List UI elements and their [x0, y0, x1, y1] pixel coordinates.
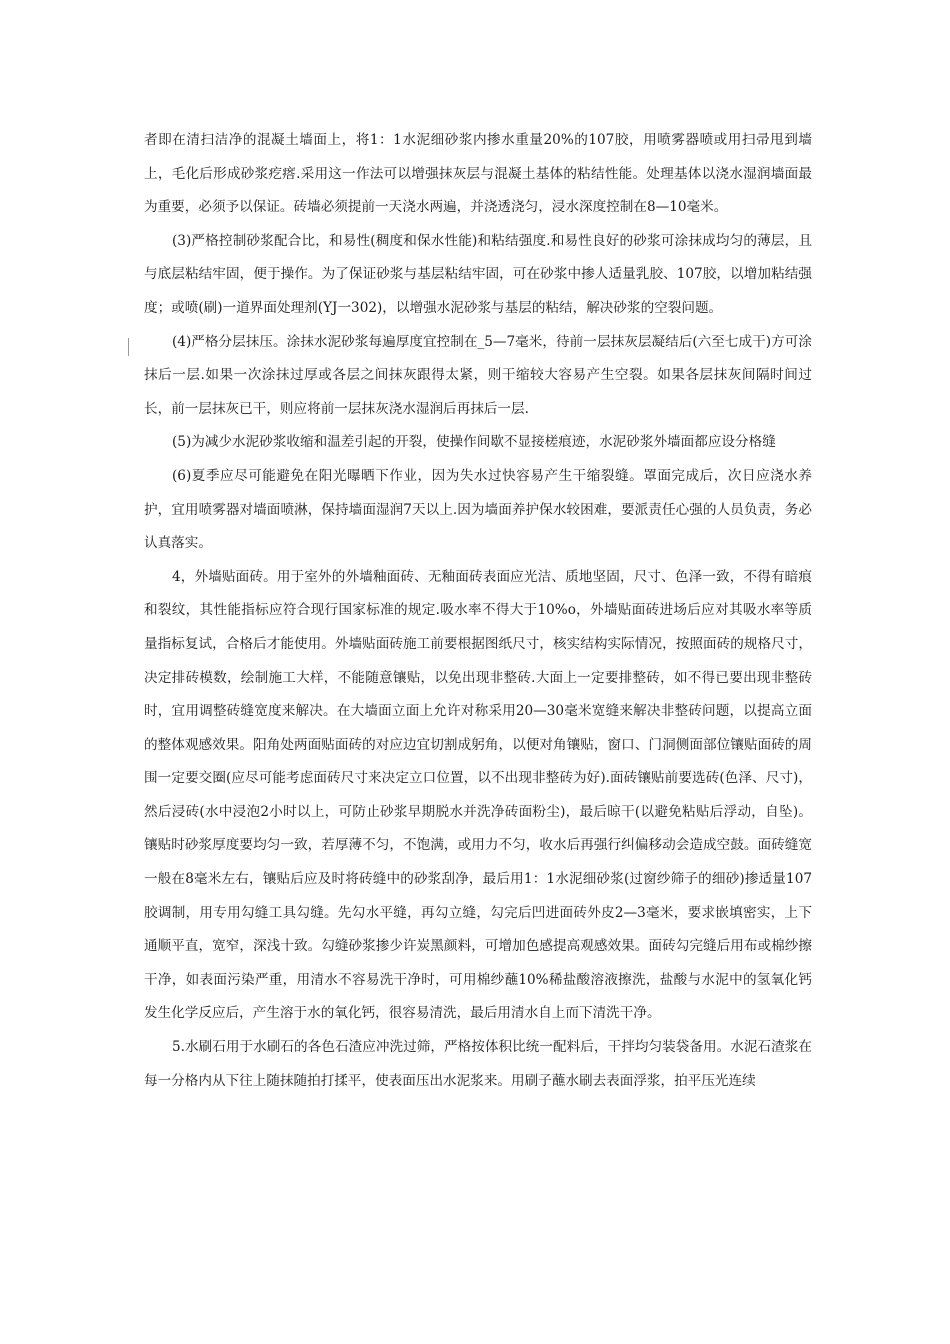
margin-mark — [128, 338, 129, 356]
document-body — [144, 124, 812, 1098]
paragraph-4: (5)为减少水泥砂浆收缩和温差引起的开裂，使操作间歇不显接槎痕迹，水泥砂浆外墙面都应设分格缝 — [172, 434, 776, 451]
paragraph-1: 者即在清扫洁净的混凝土墙面上，将1：1水泥细砂浆内掺水重量20%的107胶，用喷雾器喷或用扫帚甩到墙上，毛化后形成砂浆疙瘩.采用这一作法可以增强抹灰层与混凝土基体的粘结性能。处理基体以浇水湿润墙面最为重要，必须予以保证。砖墙必须提前一天浇水两遍，并浇透浇匀，浸水深度控制在8—10毫米。 — [144, 132, 812, 216]
paragraph-6: 4，外墙贴面砖。用于室外的外墙釉面砖、无釉面砖表面应光洁、质地坚固，尺寸、色泽一致，不得有暗痕和裂纹，其性能指标应符合现行国家标准的规定.吸水率不得大于10%o，外墙贴面砖进场后应对其吸水率等质量指标复试，合格后才能使用。外墙贴面砖施工前要根据图纸尺寸，核实结构实际情况，按照面砖的规格尺寸，决定排砖模数，绘制施工大样，不能随意镶贴，以免出现非整砖.大面上一定要排整砖，如不得已要出现非整砖时，宜用调整砖缝宽度来解决。在大墙面立面上允许对称采用20—30毫米宽缝来解决非整砖问题，以提高立面的整体观感效果。阳角处两面贴面砖的对应边宜切割成躬角，以便对角镶贴，窗口、门洞侧面部位镶贴面砖的周围一定要交圈(应尽可能考虑面砖尺寸来决定立口位置，以不出现非整砖为好).面砖镶贴前要选砖(色泽、尺寸)，然后浸砖(水中浸泡2小时以上，可防止砂浆早期脱水并洗净砖面粉尘)，最后晾干(以避免粘贴后浮动，自坠)。镶贴时砂浆厚度要均匀一致，若厚薄不匀，不饱满，或用力不匀，收水后再强行纠偏移动会造成空鼓。面砖缝宽一般在8毫米左右，镶贴后应及时将砖缝中的砂浆刮净，最后用1：1水泥细砂浆(过窗纱筛子的细砂)掺适量107胶调制，用专用勾缝工具勾缝。先勾水平缝，再勾立缝，勾完后凹进面砖外皮2—3毫米，要求嵌填密实，上下通顺平直，宽窄，深浅十致。勾缝砂浆掺少许炭黑颜料，可增加色感提高观感效果。面砖勾完缝后用布或棉纱擦干净，如表面污染严重，用清水不容易洗干净时，可用棉纱蘸10%稀盐酸溶液擦洗，盐酸与水泥中的氢氧化钙发生化学反应后，产生溶于水的氧化钙，很容易清洗，最后用清水自上而下清洗干净。 — [144, 568, 812, 1022]
paragraph-7: 5.水刷石用于水刷石的各色石渣应冲洗过筛，严格按体积比统一配料后，干拌均匀装袋备用。水泥石渣浆在每一分格内从下往上随抹随拍打揉平，使表面压出水泥浆来。用刷子蘸水刷去表面浮浆，拍平压光连续 — [144, 1039, 812, 1089]
paragraph-5: (6)夏季应尽可能避免在阳光曝晒下作业，因为失水过快容易产生干缩裂缝。罩面完成后，次日应浇水养护，宜用喷雾器对墙面喷淋，保持墙面湿润7天以上.因为墙面养护保水较困难，要派责任心强的人员负责，务必认真落实。 — [144, 467, 812, 552]
paragraph-2: (3)严格控制砂浆配合比，和易性(稠度和保水性能)和粘结强度.和易性良好的砂浆可涂抹成均匀的薄层，且与底层粘结牢固，便于操作。为了保证砂浆与基层粘结牢固，可在砂浆中掺人适量乳胶、107胶，以增加粘结强度；或喷(刷)一道界面处理剂(YJ一302)，以增强水泥砂浆与基层的粘结，解决砂浆的空裂问题。 — [144, 232, 812, 316]
paragraph-3: (4)严格分层抹压。涂抹水泥砂浆每遍厚度宜控制在_5—7毫米，待前一层抹灰层凝结后(六至七成干)方可涂抹后一层.如果一次涂抹过厚或各层之间抹灰跟得太紧，则干缩较大容易产生空裂。如果各层抹灰间隔时间过长，前一层抹灰已干，则应将前一层抹灰浇水湿润后再抹后一层. — [144, 333, 812, 417]
